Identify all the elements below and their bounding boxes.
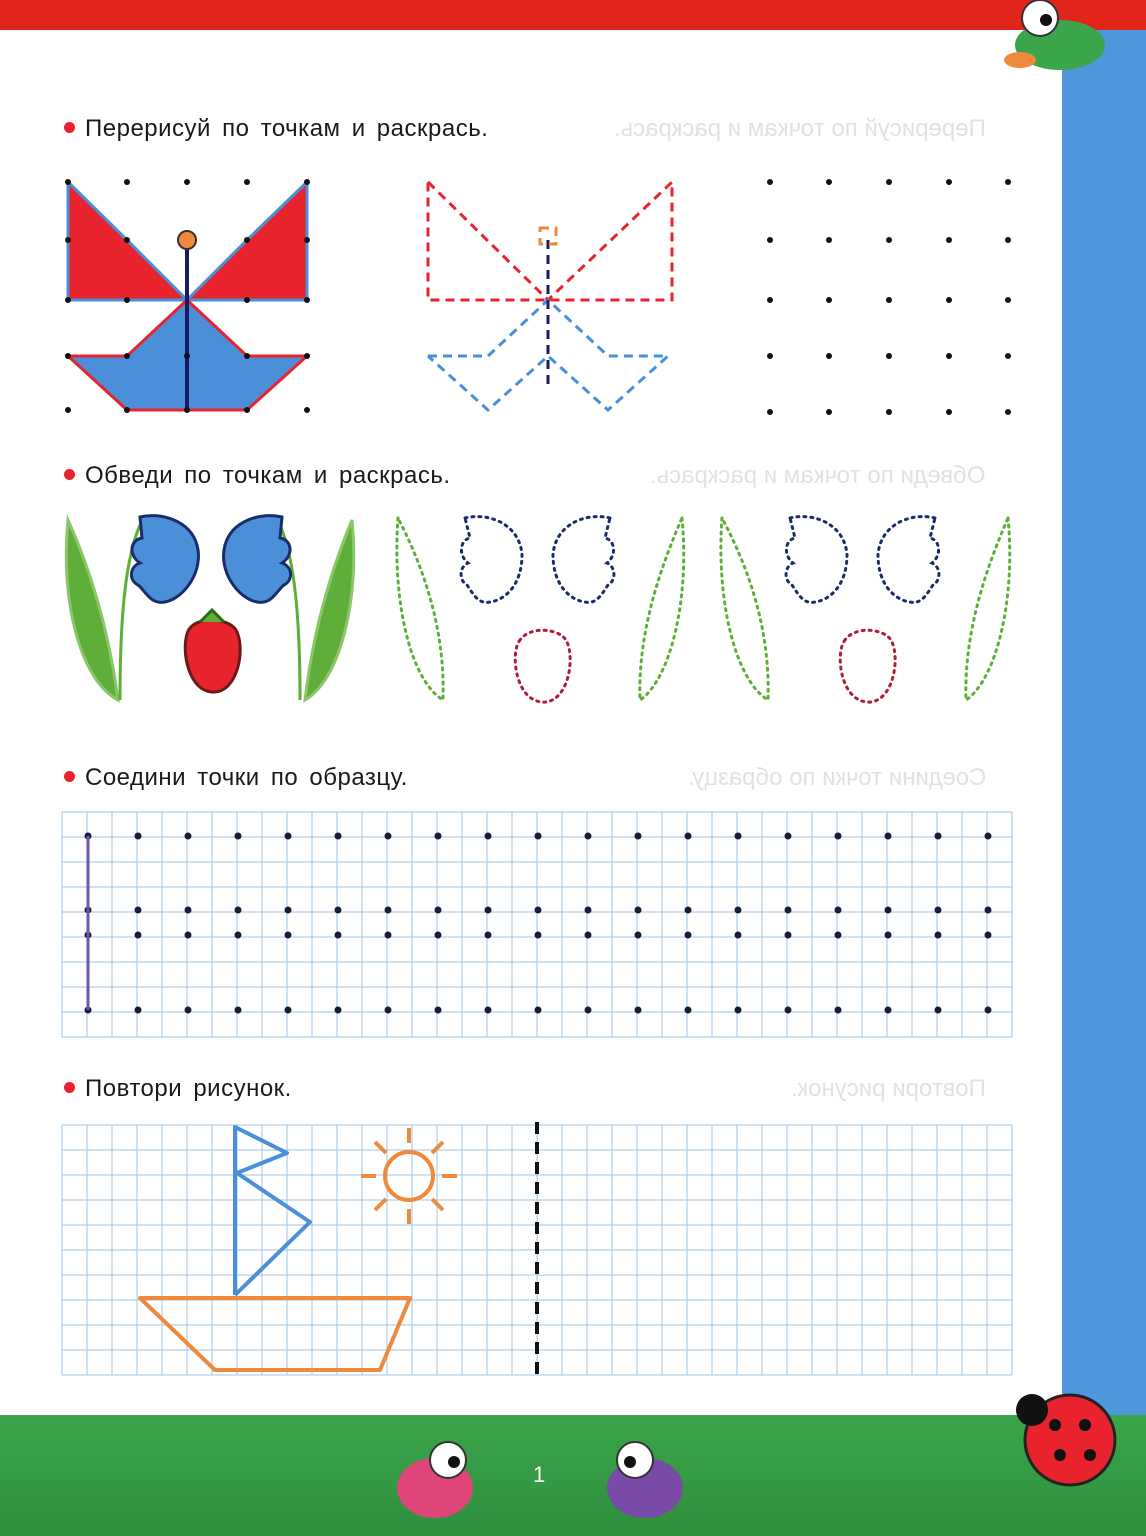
grid-dot xyxy=(935,1007,942,1014)
grid-dot xyxy=(685,932,692,939)
grid-dot xyxy=(635,932,642,939)
grid-dot xyxy=(285,1007,292,1014)
grid-dot xyxy=(385,907,392,914)
grid-dot xyxy=(135,1007,142,1014)
frog-icon xyxy=(1004,0,1105,70)
task-2-bleed-through: Обведи по точкам и раскрась. xyxy=(650,462,986,489)
bird-icon xyxy=(397,1442,473,1518)
grid-dot xyxy=(885,1007,892,1014)
grid-dot xyxy=(485,833,492,840)
grid-dot xyxy=(835,907,842,914)
grid-dot xyxy=(585,1007,592,1014)
grid-dot xyxy=(885,833,892,840)
grid-dot xyxy=(185,1007,192,1014)
grid-dot xyxy=(985,932,992,939)
butterfly-sample xyxy=(68,182,307,410)
bird-icon xyxy=(607,1442,683,1518)
page-number: 1 xyxy=(533,1462,546,1487)
grid-dot xyxy=(985,907,992,914)
connect-dots-points xyxy=(85,833,992,1014)
grid-dot xyxy=(335,907,342,914)
grid-dot xyxy=(435,833,442,840)
grid-dot xyxy=(885,932,892,939)
grid-dot xyxy=(935,833,942,840)
grid-dot xyxy=(585,932,592,939)
grid-dot xyxy=(485,1007,492,1014)
grid-dot xyxy=(385,932,392,939)
grid-dot xyxy=(685,1007,692,1014)
grid-dot xyxy=(735,833,742,840)
connect-dots-grid xyxy=(62,812,1012,1037)
grid-dot xyxy=(635,1007,642,1014)
task-1-text: Перерисуй по точкам и раскрась. xyxy=(85,115,489,142)
grid-dot xyxy=(385,833,392,840)
grid-dot xyxy=(285,907,292,914)
grid-dot xyxy=(135,833,142,840)
grid-dot xyxy=(735,907,742,914)
grid-dot xyxy=(335,932,342,939)
grid-dot xyxy=(735,1007,742,1014)
task-2-text: Обведи по точкам и раскрась. xyxy=(85,462,451,489)
grid-dot xyxy=(635,833,642,840)
task-4-bleed-through: Повтори рисунок. xyxy=(791,1075,986,1102)
grid-dot xyxy=(885,907,892,914)
grid-dot xyxy=(935,907,942,914)
grid-dot xyxy=(835,833,842,840)
grid-dot xyxy=(235,932,242,939)
grid-dot xyxy=(435,1007,442,1014)
grid-dot xyxy=(335,833,342,840)
grid-dot xyxy=(785,1007,792,1014)
grid-dot xyxy=(185,833,192,840)
grid-dot xyxy=(685,907,692,914)
grid-dot xyxy=(585,907,592,914)
ladybug-icon xyxy=(1016,1394,1115,1485)
grid-dot xyxy=(185,932,192,939)
grid-dot xyxy=(685,833,692,840)
grid-dot xyxy=(535,932,542,939)
grid-dot xyxy=(835,1007,842,1014)
grid-dot xyxy=(585,833,592,840)
grid-dot xyxy=(435,907,442,914)
grid-dot xyxy=(785,907,792,914)
grid-dot xyxy=(335,1007,342,1014)
sun-drawing xyxy=(361,1128,457,1224)
grid-dot xyxy=(285,932,292,939)
grid-dot xyxy=(485,907,492,914)
grid-dot xyxy=(185,907,192,914)
task-3-bleed-through: Соедини точки по образцу. xyxy=(687,764,986,791)
grid-dot xyxy=(535,907,542,914)
task-4-text: Повтори рисунок. xyxy=(85,1075,292,1102)
flower-sample xyxy=(66,516,353,700)
boat-drawing xyxy=(140,1127,410,1370)
butterfly-dashed-trace xyxy=(428,182,672,410)
task-1-bleed-through: Перерисуй по точкам и раскрась. xyxy=(614,115,986,142)
grid-dot xyxy=(235,833,242,840)
grid-dot xyxy=(785,833,792,840)
grid-dot xyxy=(735,932,742,939)
flower-dotted-traces xyxy=(397,517,1010,702)
grid-dot xyxy=(235,907,242,914)
grid-dot xyxy=(135,907,142,914)
grid-dot xyxy=(435,932,442,939)
grid-dot xyxy=(935,932,942,939)
grid-dot xyxy=(285,833,292,840)
grid-dot xyxy=(535,833,542,840)
empty-dot-grid xyxy=(767,179,1011,415)
grid-dot xyxy=(635,907,642,914)
task-3-text: Соедини точки по образцу. xyxy=(85,764,408,791)
grid-dot xyxy=(985,833,992,840)
grid-dot xyxy=(535,1007,542,1014)
grid-dot xyxy=(785,932,792,939)
grid-dot xyxy=(835,932,842,939)
grid-dot xyxy=(985,1007,992,1014)
grid-dot xyxy=(235,1007,242,1014)
grid-dot xyxy=(485,932,492,939)
grid-dot xyxy=(135,932,142,939)
grid-dot xyxy=(385,1007,392,1014)
